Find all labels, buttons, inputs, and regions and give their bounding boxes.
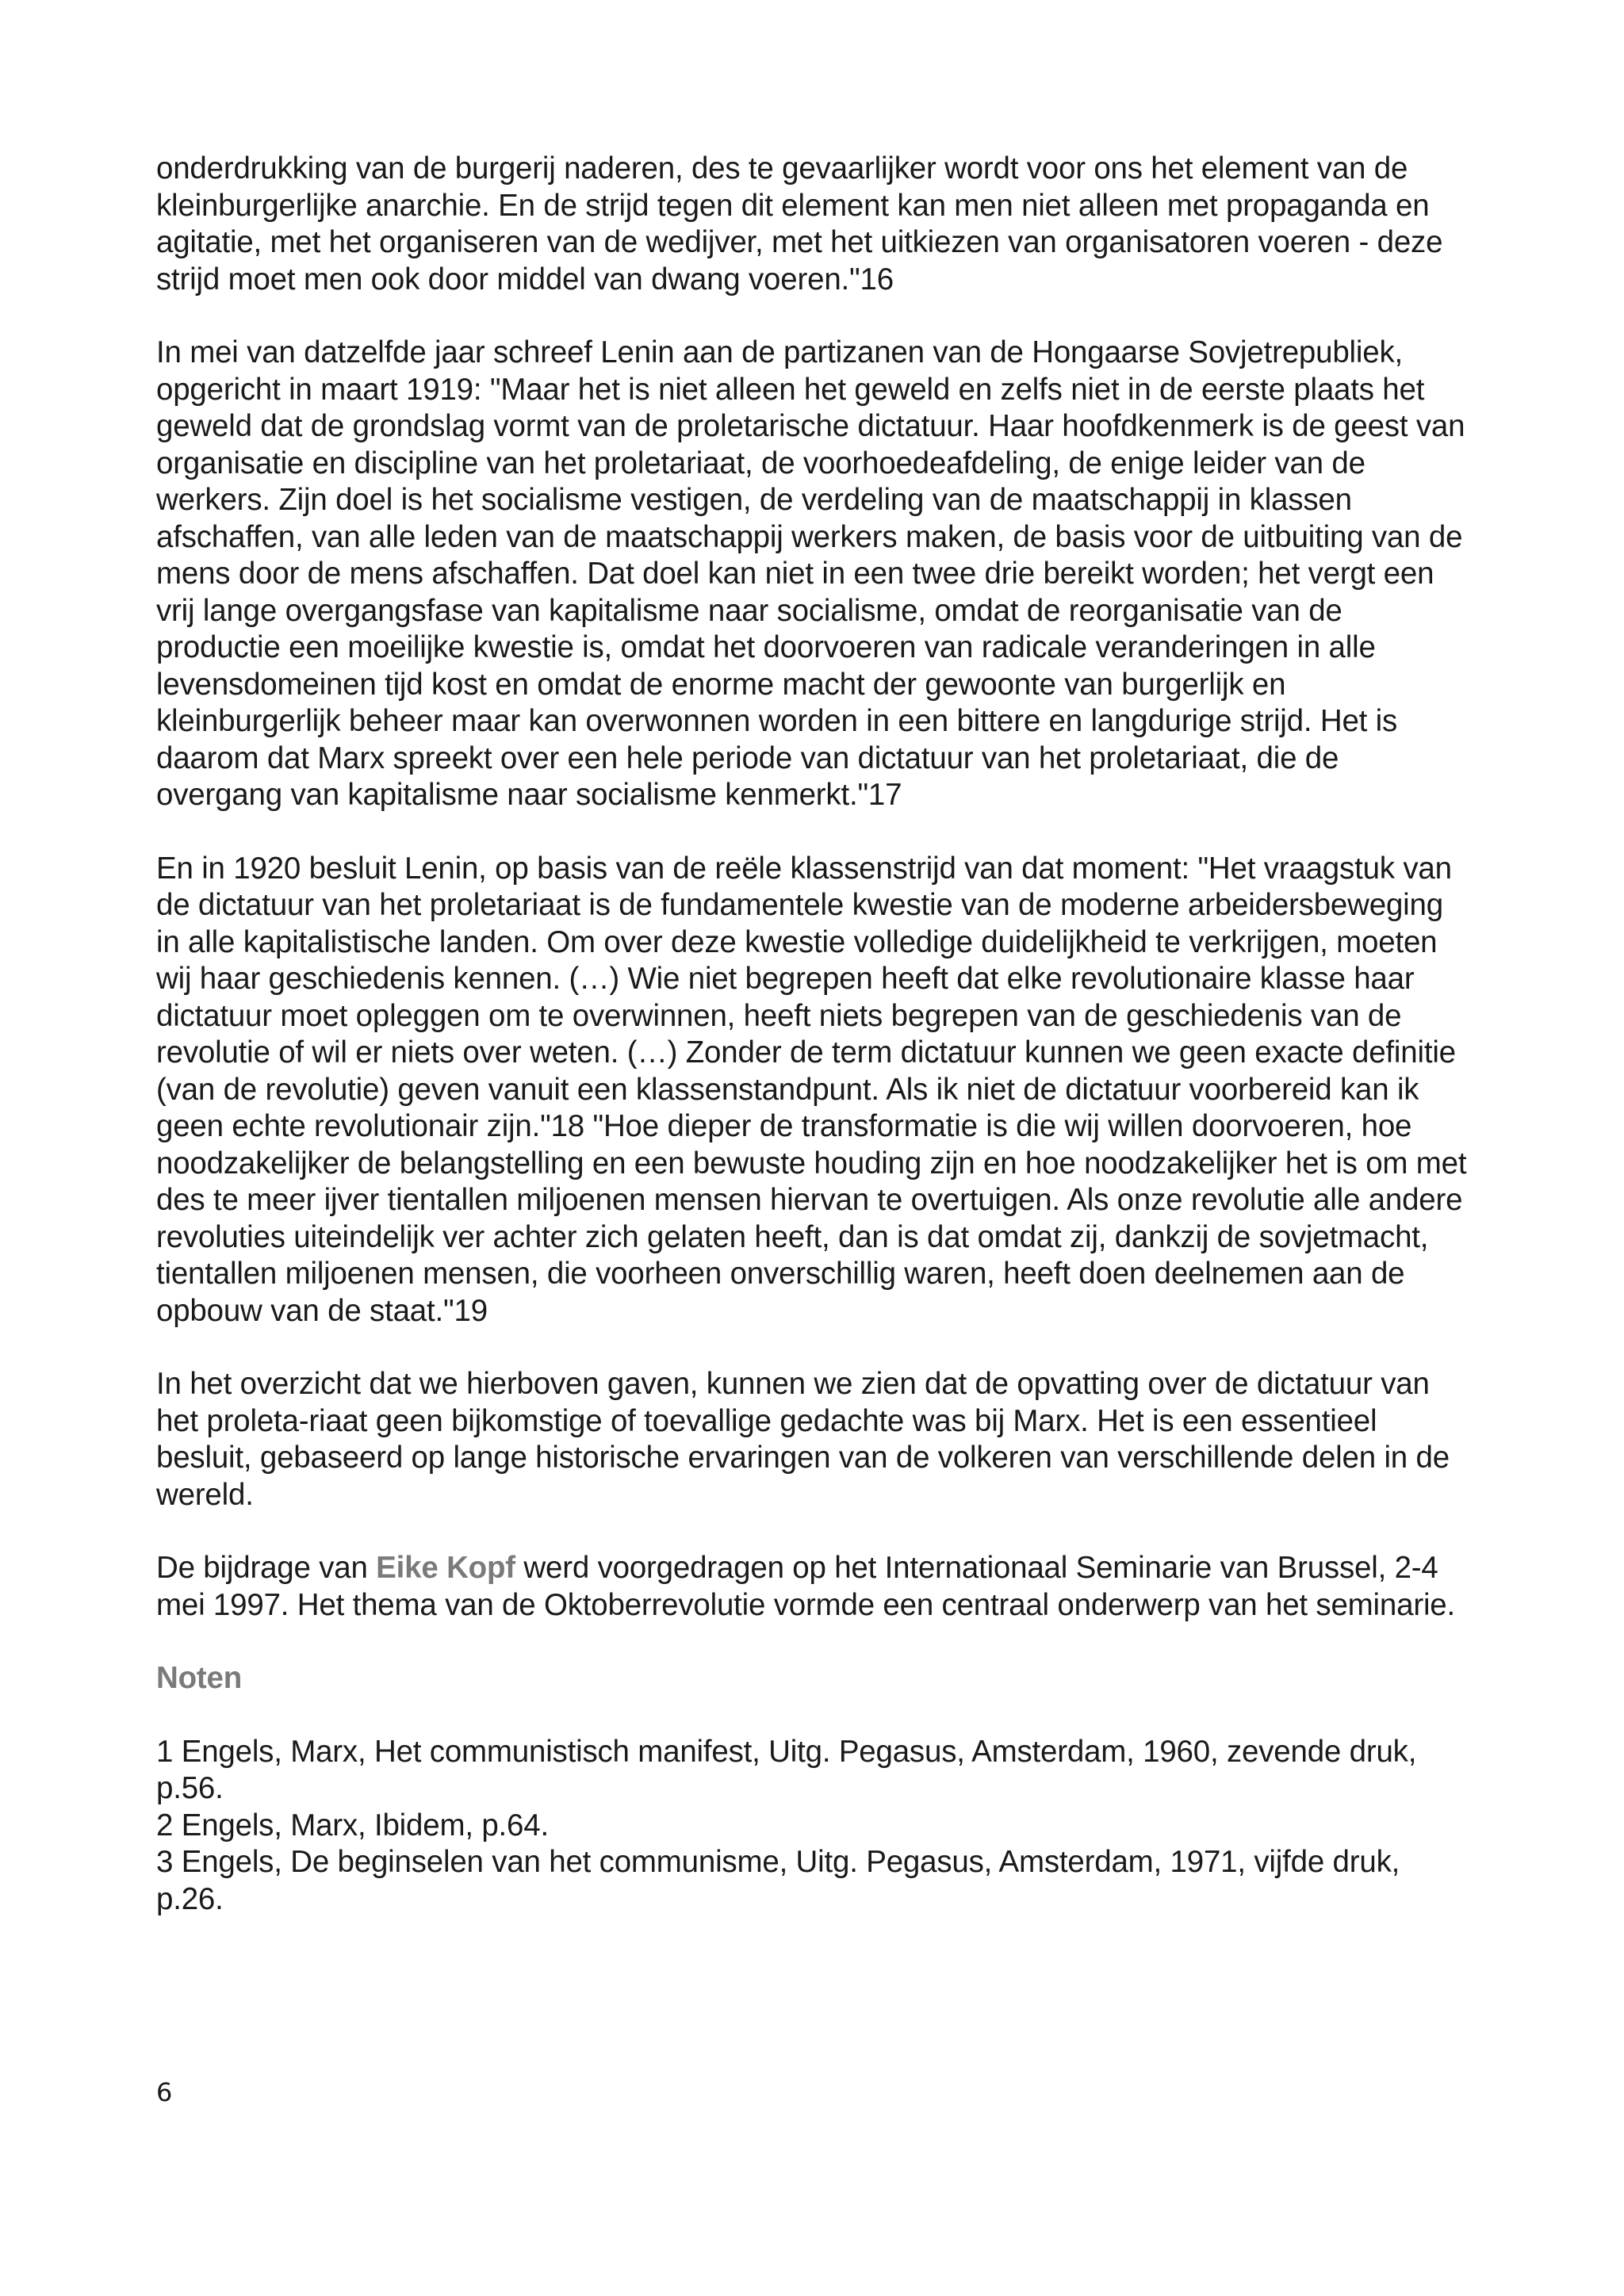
note-1: 1 Engels, Marx, Het communistisch manifest, Uitg. Pegasus, Amsterdam, 1960, zevende druk, p.56.	[156, 1734, 1417, 1805]
paragraph-4: In het overzicht dat we hierboven gaven, kunnen we zien dat de opvatting over de dictatuur van het proleta-riaat geen bijkomstige of toevallige gedachte was bij Marx. Het is een essentieel besluit, gebaseerd op lange historische ervaringen van de volkeren van verschillende delen in de wereld.	[156, 1367, 1450, 1512]
paragraph-1: onderdrukking van de burgerij naderen, des te gevaarlijker wordt voor ons het element van de kleinburgerlijke anarchie. En de strijd tegen dit element kan men niet alleen met propaganda en agitatie, met het organiseren van de wedijver, met het uitkiezen van organisatoren voeren - deze strijd moet men ook door middel van dwang voeren."16	[156, 151, 1443, 297]
notes-heading: Noten	[156, 1661, 243, 1695]
page-number: 6	[156, 2077, 173, 2107]
paragraph-5	[156, 1550, 1473, 1624]
paragraph-5-rest: werd voorgedragen op het Internationaal Seminarie van Brussel, 2-4 mei 1997. Het thema van de Oktoberrevolutie vormde een centraal onderwerp van het seminarie.	[156, 1551, 1456, 1622]
note-3: 3 Engels, De beginselen van het communisme, Uitg. Pegasus, Amsterdam, 1971, vijfde druk, p.26.	[156, 1845, 1400, 1916]
author-name: Eike Kopf	[376, 1551, 515, 1585]
paragraph-2: In mei van datzelfde jaar schreef Lenin aan de partizanen van de Hongaarse Sovjetrepubliek, opgericht in maart 1919: "Maar het is niet alleen het geweld en zelfs niet in de eerste plaats het geweld dat de grondslag vormt van de proletarische dictatuur. Haar hoofdkenmerk is de geest van organisatie en discipline van het proletariaat, de voorhoedeafdeling, de enige leider van de werkers. Zijn doel is het socialisme vestigen, de verdeling van de maatschappij in klassen afschaffen, van alle leden van de maatschappij werkers maken, de basis voor de uitbuiting van de mens door de mens afschaffen. Dat doel kan niet in een twee drie bereikt worden; het vergt een vrij lange overgangsfase van kapitalisme naar socialisme, omdat de reorganisatie van de productie een moeilijke kwestie is, omdat het doorvoeren van radicale veranderingen in alle levensdomeinen tijd kost en omdat de enorme macht der gewoonte van burgerlijk en kleinburgerlijk beheer maar kan overwonnen worden in een bittere en langdurige strijd. Het is daarom dat Marx spreekt over een hele periode van dictatuur van het proletariaat, die de overgang van kapitalisme naar socialisme kenmerkt."17	[156, 335, 1465, 812]
note-2: 2 Engels, Marx, Ibidem, p.64.	[156, 1808, 549, 1843]
page-body	[156, 151, 1473, 1918]
paragraph-3: En in 1920 besluit Lenin, op basis van de reële klassenstrijd van dat moment: "Het vraagstuk van de dictatuur van het proletariaat is de fundamentele kwestie van de moderne arbeidersbeweging in alle kapitalistische landen. Om over deze kwestie volledige duidelijkheid te verkrijgen, moeten wij haar geschiedenis kennen. (…) Wie niet begrepen heeft dat elke revolutionaire klasse haar dictatuur moet opleggen om te overwinnen, heeft niets begrepen van de geschiedenis van de revolutie of wil er niets over weten. (…) Zonder de term dictatuur kunnen we geen exacte definitie (van de revolutie) geven vanuit een klassenstandpunt. Als ik niet de dictatuur voorbereid kan ik geen echte revolutionair zijn."18 "Hoe dieper de transformatie is die wij willen doorvoeren, hoe noodzakelijker de belangstelling en een bewuste houding zijn en hoe noodzakelijker het is om met des te meer ijver tientallen miljoenen mensen hiervan te overtuigen. Als onze revolutie alle andere revoluties uiteindelijk ver achter zich gelaten heeft, dan is dat omdat zij, dankzij de sovjetmacht, tientallen miljoenen mensen, die voorheen onverschillig waren, heeft doen deelnemen aan de opbouw van de staat."19	[156, 851, 1467, 1328]
paragraph-5-lead: De bijdrage van	[156, 1551, 377, 1585]
